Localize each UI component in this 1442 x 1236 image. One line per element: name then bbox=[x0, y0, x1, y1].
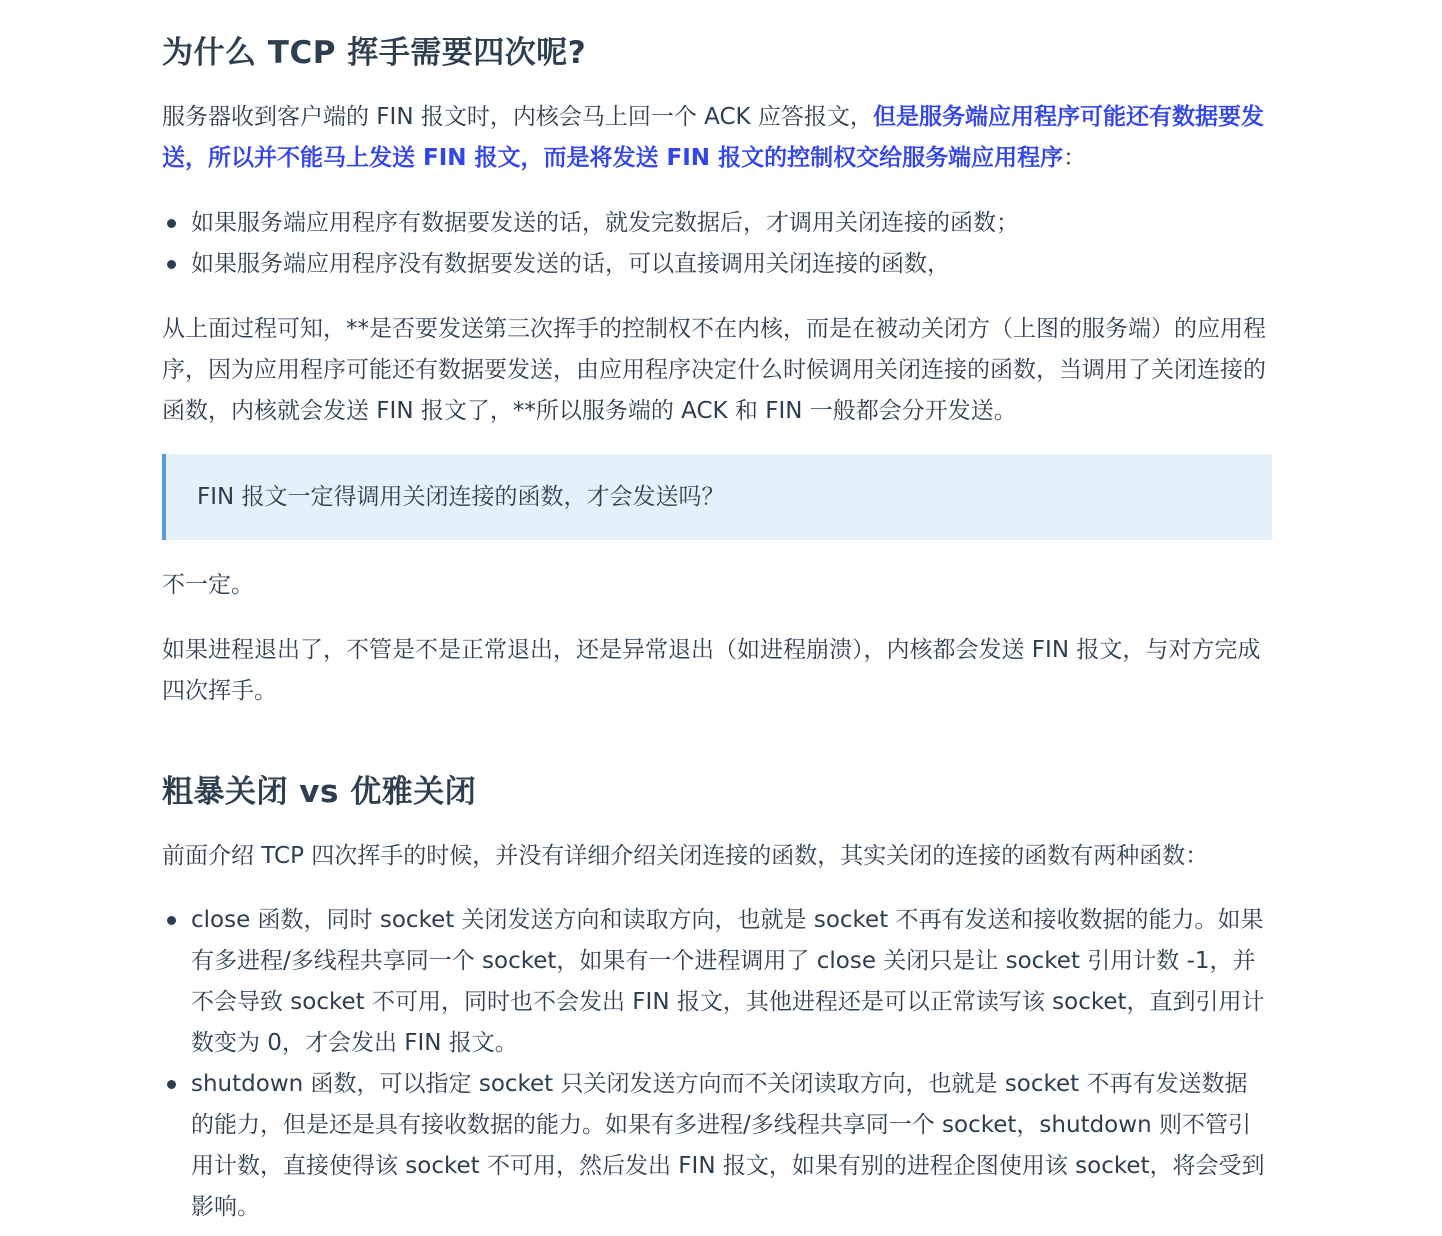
bullet-dot bbox=[167, 1080, 176, 1089]
list-item-text: shutdown 函数，可以指定 socket 只关闭发送方向而不关闭读取方向，也就是 socket 不再有发送数据的能力，但是还是具有接收数据的能力。如果有多进程/多线程共享同一个 socket，shutdown 则不管引用计数，直接使得该 socket 不可用，然后发出 FIN 报文，如果有别的进程企图使用该 socket，将会受到影响。 bbox=[191, 1071, 1265, 1220]
close-functions-list bbox=[162, 900, 1267, 1228]
list-item-text: 如果服务端应用程序有数据要发送的话，就发完数据后，才调用关闭连接的函数； bbox=[191, 210, 1019, 236]
bullet-dot bbox=[167, 219, 176, 228]
section-heading-why-four-way: 为什么 TCP 挥手需要四次呢? bbox=[162, 35, 587, 71]
server-behavior-list bbox=[162, 203, 1272, 285]
answer-short: 不一定。 bbox=[162, 572, 254, 598]
bullet-dot bbox=[167, 916, 176, 925]
question-callout-text: FIN 报文一定得调用关闭连接的函数，才会发送吗？ bbox=[197, 483, 725, 510]
close-functions-intro: 前面介绍 TCP 四次挥手的时候，并没有详细介绍关闭连接的函数，其实关闭的连接的函数有两种函数： bbox=[162, 843, 1209, 869]
bullet-dot bbox=[167, 260, 176, 269]
list-item bbox=[162, 900, 1267, 1064]
question-callout bbox=[162, 454, 1272, 540]
list-item bbox=[162, 244, 1272, 285]
answer-detail-paragraph: 如果进程退出了，不管是不是正常退出，还是异常退出（如进程崩溃），内核都会发送 FIN 报文，与对方完成四次挥手。 bbox=[162, 637, 1261, 704]
process-explanation-paragraph: 从上面过程可知，**是否要发送第三次挥手的控制权不在内核，而是在被动关闭方（上图的服务端）的应用程序，因为应用程序可能还有数据要发送，由应用程序决定什么时候调用关闭连接的函数，当调用了关闭连接的函数，内核就会发送 FIN 报文了，**所以服务端的 ACK 和 FIN 一般都会分开发送。 bbox=[162, 316, 1266, 424]
list-item-text: 如果服务端应用程序没有数据要发送的话，可以直接调用关闭连接的函数， bbox=[191, 251, 950, 277]
section-heading-close-vs-shutdown: 粗暴关闭 vs 优雅关闭 bbox=[162, 774, 477, 810]
intro-paragraph bbox=[162, 97, 1267, 179]
list-item bbox=[162, 203, 1272, 244]
intro-plain-text: 服务器收到客户端的 FIN 报文时，内核会马上回一个 ACK 应答报文， bbox=[162, 104, 873, 130]
intro-tail-text: ： bbox=[1063, 145, 1087, 171]
list-item-text: close 函数，同时 socket 关闭发送方向和读取方向，也就是 socket 不再有发送和接收数据的能力。如果有多进程/多线程共享同一个 socket，如果有一个进程调用了 close 关闭只是让 socket 引用计数 -1，并不会导致 socket 不可用，同时也不会发出 FIN 报文，其他进程还是可以正常读写该 socket，直到引用计数变为 0，才会发出 FIN 报文。 bbox=[191, 907, 1265, 1056]
intro-highlight-text: 但是服务端应用程序可能还有数据要发送，所以并不能马上发送 FIN 报文，而是将发送 FIN 报文的控制权交给服务端应用程序 bbox=[162, 104, 1264, 171]
list-item bbox=[162, 1064, 1267, 1228]
